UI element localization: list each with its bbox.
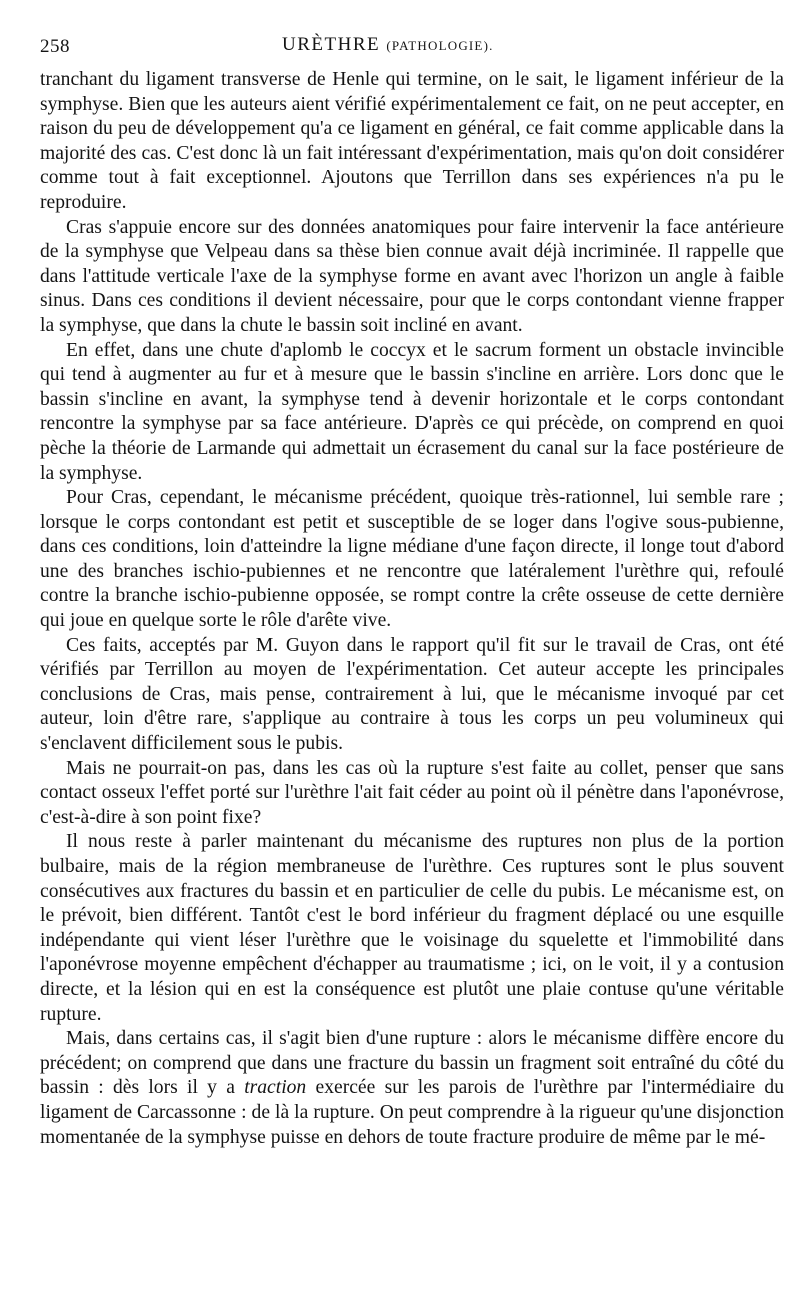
paragraph-traction-before: Mais, dans certains cas, il s'agit bien d'une rupture : alors le mécanisme diffère encore du précédent; on comprend que dans une fracture du bassin un fragment soit entraîné du côté du bassin : dès lors il y a xyxy=(40,1028,784,1099)
paragraph-continuation: tranchant du ligament transverse de Henle qui termine, on le sait, le ligament inférieur de la symphyse. Bien que les auteurs aient vérifié expérimentalement ce fait, on ne peut accepter, en raison du peu de développement qu'a ce ligament en général, ce fait comme applicable dans la majorité des cas. C'est donc là un fait intéressant d'expérimentation, mais qu'on doit considérer comme tout à fait exceptionnel. Ajoutons que Terrillon dans ses expériences n'a pu le reproduire. xyxy=(40,69,784,213)
body-text xyxy=(40,68,784,1150)
paragraph-traction xyxy=(40,1027,784,1150)
book-page xyxy=(40,30,785,1148)
paragraph-guyon-terrillon: Ces faits, acceptés par M. Guyon dans le rapport qu'il fit sur le travail de Cras, ont été vérifiés par Terrillon au moyen de l'expérimentation. Cet auteur accepte les principales conclusions de Cras, mais pense, contrairement à lui, que le mécanisme invoqué par cet auteur, loin d'être rare, s'applique au contraire à tous les corps un peu volumineux qui s'enclavent difficilement sous le pubis. xyxy=(40,634,784,755)
page-number: 258 xyxy=(40,36,70,57)
italic-term-traction: traction xyxy=(244,1077,307,1099)
paragraph-traction-after: exercée sur les parois de l'urèthre par l'intermédiaire du ligament de Carcassonne : de là la rupture. On peut comprendre à la rigueur qu'une disjonction momentanée de la symphyse puisse en dehors de toute fracture produire de même par le mé- xyxy=(40,1077,785,1148)
paragraph-membranous-region: Il nous reste à parler maintenant du mécanisme des ruptures non plus de la portion bulbaire, mais de la région membraneuse de l'urèthre. Ces ruptures sont le plus souvent consécutives aux fractures du bassin et en particulier de celle du pubis. Le mécanisme est, on le prévoit, bien différent. Tantôt c'est le bord inférieur du fragment déplacé ou une esquille indépendante qui vient léser l'urèthre que le voisinage du squelette et l'immobilité dans l'aponévrose moyenne empêchent d'échapper au traumatisme ; ici, on le voit, il y a contusion directe, et la lésion qui en est la conséquence est plutôt une plaie contuse qu'une véritable rupture. xyxy=(40,831,784,1025)
paragraph-chute-aplomb: En effet, dans une chute d'aplomb le coccyx et le sacrum forment un obstacle invincible qui tend à augmenter au fur et à mesure que le bassin s'incline en arrière. Lors donc que le bassin s'incline en avant, la symphyse tend à devenir horizontale et le corps contondant rencontre la symphyse par sa face antérieure. D'après ce qui précède, on comprend en quoi pèche la théorie de Larmande qui admettait un écrasement du canal sur la face postérieure de la symphyse. xyxy=(40,339,784,484)
page-header xyxy=(40,30,784,66)
running-title xyxy=(282,34,494,56)
paragraph-cras-anatomy: Cras s'appuie encore sur des données anatomiques pour faire intervenir la face antérieure de la symphyse que Velpeau dans sa thèse bien connue avait déjà incriminée. Il rappelle que dans l'attitude verticale l'axe de la symphyse forme en avant avec l'horizon un angle à faible sinus. Dans ces conditions il devient nécessaire, pour que le corps contondant vienne frapper la symphyse, que dans la chute le bassin soit incliné en avant. xyxy=(40,216,784,336)
paragraph-collet-question: Mais ne pourrait-on pas, dans les cas où la rupture s'est faite au collet, penser que sans contact osseux l'effet porté sur l'urèthre l'ait fait céder au point où il pénètre dans l'aponévrose, c'est-à-dire à son point fixe? xyxy=(40,757,784,828)
running-title-sub: (PATHOLOGIE). xyxy=(386,38,494,53)
running-title-main: URÈTHRE xyxy=(282,34,381,55)
paragraph-cras-mechanism: Pour Cras, cependant, le mécanisme précédent, quoique très-rationnel, lui semble rare ; lorsque le corps contondant est petit et susceptible de se loger dans l'ogive sous-pubienne, dans ces conditions, loin d'atteindre la ligne médiane d'une façon directe, il longe tout d'abord une des branches ischio-pubiennes et ne rencontre que latéralement l'urèthre qui, refoulé contre la branche ischio-pubienne opposée, se rompt contre la crête osseuse de cette dernière qui joue en quelque sorte le rôle d'arête vive. xyxy=(40,487,784,632)
